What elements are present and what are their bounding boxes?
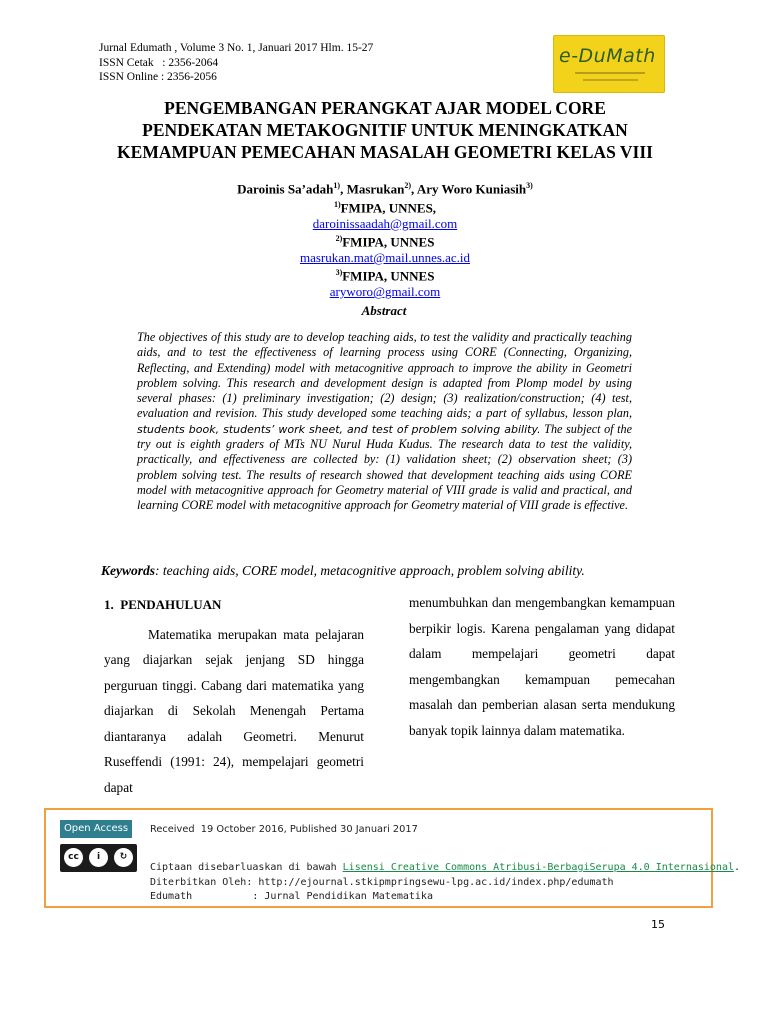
email-link-3[interactable]: aryworo@gmail.com [329, 284, 441, 300]
issn-print: ISSN Cetak : 2356-2064 [99, 56, 219, 69]
author-3-sup: 3) [526, 181, 533, 190]
author-2-sup: 2) [404, 181, 412, 190]
keywords [101, 563, 585, 579]
open-access-badge: Open Access [60, 820, 132, 838]
body-paragraph-right: menumbuhkan dan mengembangkan kemampuan berpikir logis. Karena pengalaman yang didapat dalam mempelajari geometri dapat mengembangkan kemampuan pemecahan masalah dan pemberian alasan serta mendukung banyak topik lainnya dalam matematika. [409, 595, 675, 738]
author-names [90, 178, 680, 197]
by-icon: i [89, 848, 108, 867]
right-column [409, 590, 675, 743]
title-line: PENGEMBANGAN PERANGKAT AJAR MODEL CORE [164, 98, 606, 118]
section-title: 1. PENDAHULUAN [104, 597, 222, 612]
page-number: 15 [651, 918, 665, 931]
cc-icon: cc [64, 848, 83, 867]
paper-title [60, 97, 710, 163]
title-line: PENDEKATAN METAKOGNITIF UNTUK MENINGKATKAN [142, 120, 628, 140]
affiliation-2 [90, 231, 680, 250]
journal-citation: Jurnal Edumath , Volume 3 No. 1, Januari 2017 Hlm. 15-27 [99, 42, 374, 54]
affiliation-3-text: FMIPA, UNNES [342, 268, 435, 284]
logo-text: e-DuMath [559, 45, 656, 67]
keywords-label: Keywords [101, 563, 155, 578]
edumath-line: Edumath : Jurnal Pendidikan Matematika [150, 891, 433, 902]
license-link[interactable]: Lisensi Creative Commons Atribusi-BerbagiSerupa 4.0 Internasional [342, 862, 734, 873]
affiliation-2-sup: 2) [335, 234, 343, 244]
license-prefix: Ciptaan disebarluaskan di bawah [150, 862, 343, 873]
affiliation-3-sup: 3) [335, 268, 343, 278]
affiliation-1 [90, 197, 680, 216]
sa-icon: ↻ [114, 848, 133, 867]
author-1-sup: 1) [333, 181, 341, 190]
affiliation-1-sup: 1) [333, 199, 341, 209]
left-column [104, 592, 364, 800]
body-paragraph-left: Matematika merupakan mata pelajaran yang diajarkan sejak jenjang SD hingga perguruan tinggi. Cabang dari matematika yang diajarkan di Sekolah Menengah Pertama diantaranya adalah Geometri. Menurut Ruseffendi (1991: 24), mempelajari geometri dapat [104, 626, 364, 795]
authors-block [90, 178, 680, 300]
author-3: , Ary Woro Kuniasih [411, 181, 527, 197]
author-2: , Masrukan [340, 181, 405, 197]
affiliation-2-text: FMIPA, UNNES [342, 234, 435, 250]
affiliation-3 [90, 265, 680, 284]
affiliation-1-text: FMIPA, UNNES, [340, 200, 437, 216]
edumath-logo [553, 35, 665, 93]
abstract-text [137, 330, 632, 514]
logo-decoration [575, 72, 645, 74]
abstract-part-3: The subject of the try out is eighth graders of MTs NU Nurul Huda Kudus. The research data to test the validity, practically, and effectiveness are collected by: (1) validation sheet; (2) observation sheet; (3) problem solving test. The results of research showed that development teaching aids using CORE model with metacognitive approach for Geometry material of VIII grade is valid and practical, and learning CORE model with metacognitive approach for Geometry material of VIII grade is effective. [137, 421, 633, 513]
title-line: KEMAMPUAN PEMECAHAN MASALAH GEOMETRI KELAS VIII [117, 142, 653, 162]
journal-header [99, 41, 373, 85]
publisher-line: Diterbitkan Oleh: http://ejournal.stkipmpringsewu-lpg.ac.id/index.php/edumath [150, 877, 614, 888]
keywords-text: : teaching aids, CORE model, metacognitive approach, problem solving ability. [155, 563, 585, 578]
email-link-1[interactable]: daroinissaadah@gmail.com [312, 215, 458, 231]
license-suffix: . [734, 862, 741, 873]
issn-online: ISSN Online : 2356-2056 [99, 71, 217, 83]
creative-commons-badge[interactable] [60, 844, 137, 872]
license-line [150, 862, 740, 873]
received-published-dates: Received 19 October 2016, Published 30 Januari 2017 [150, 824, 418, 835]
author-1: Daroinis Sa’adah [237, 181, 334, 197]
open-access-box [44, 808, 741, 908]
email-link-2[interactable]: masrukan.mat@mail.unnes.ac.id [299, 249, 471, 265]
logo-decoration [583, 79, 638, 81]
abstract-part-2: students book, students’ work sheet, and test of problem solving ability. [137, 422, 541, 436]
abstract-heading: Abstract [361, 303, 407, 318]
abstract-part-1: The objectives of this study are to develop teaching aids, to test the validity and practically teaching aids, and to test the effectiveness of learning process using CORE (Connecting, Organizing, Reflecting, and Extending) model with metacognitive approach to improve the ability in Geometri problem solving. This research and development design is adapted from Plomp model by using several phases: (1) preliminary investigation; (2) design; (3) realization/construction; (4) test, evaluation and revision. This study developed some teaching aids; a part of syllabus, lesson plan, [137, 330, 632, 421]
